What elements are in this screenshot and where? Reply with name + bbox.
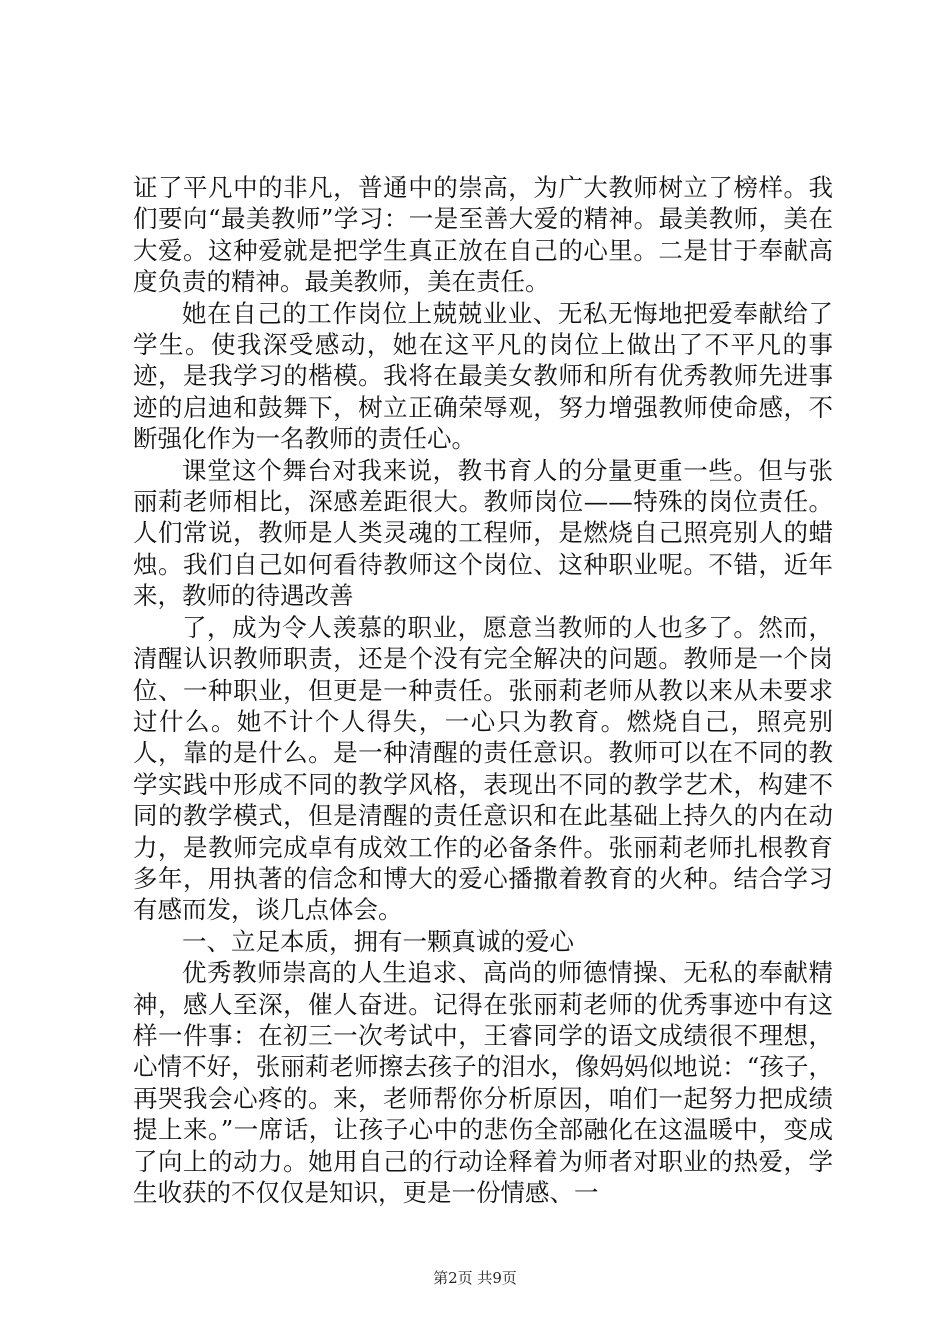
paragraph-1: 证了平凡中的非凡，普通中的崇高，为广大教师树立了榜样。我们要向“最美教师”学习：一是至善大爱的精神。最美教师，美在大爱。这种爱就是把学生真正放在自己的心里。二是甘于奉献高度负责的精神。最美教师，美在责任。: [133, 173, 833, 297]
section-heading: 一、立足本质，拥有一颗真诚的爱心: [182, 926, 574, 956]
paragraph-4: 了，成为令人羡慕的职业，愿意当教师的人也多了。然而，清醒认识教师职责，还是个没有完全解决的问题。教师是一个岗位、一种职业，但更是一种责任。张丽莉老师从教以来从未要求过什么。她不计个人得失，一心只为教育。燃烧自己，照亮别人，靠的是什么。是一种清醒的责任意识。教师可以在不同的教学实践中形成不同的教学风格，表现出不同的教学艺术，构建不同的教学模式，但是清醒的责任意识和在此基础上持久的内在动力，是教师完成卓有成效工作的必备条件。张丽莉老师扎根教育多年，用执著的信念和博大的爱心播撒着教育的火种。结合学习有感而发，谈几点体会。: [133, 612, 833, 925]
paragraph-6: 优秀教师崇高的人生追求、高尚的师德情操、无私的奉献精神，感人至深，催人奋进。记得在张丽莉老师的优秀事迹中有这样一件事：在初三一次考试中，王睿同学的语文成绩很不理想，心情不好，张丽莉老师擦去孩子的泪水，像妈妈似地说：“孩子，再哭我会心疼的。来，老师帮你分析原因，咱们一起努力把成绩提上来。”一席话，让孩子心中的悲伤全部融化在这温暖中，变成了向上的动力。她用自己的行动诠释着为师者对职业的热爱，学生收获的不仅仅是知识，更是一份情感、一: [133, 958, 833, 1207]
paragraph-2: 她在自己的工作岗位上兢兢业业、无私无悔地把爱奉献给了学生。使我深受感动，她在这平凡的岗位上做出了不平凡的事迹，是我学习的楷模。我将在最美女教师和所有优秀教师先进事迹的启迪和鼓舞下，树立正确荣辱观，努力增强教师使命感，不断强化作为一名教师的责任心。: [133, 298, 833, 454]
page-number-footer: 第2页 共9页: [433, 1269, 517, 1287]
paragraph-3: 课堂这个舞台对我来说，教书育人的分量更重一些。但与张丽莉老师相比，深感差距很大。教师岗位——特殊的岗位责任。人们常说，教师是人类灵魂的工程师，是燃烧自己照亮别人的蜡烛。我们自己如何看待教师这个岗位、这种职业呢。不错，近年来，教师的待遇改善: [133, 455, 833, 611]
document-body: [133, 172, 833, 1208]
